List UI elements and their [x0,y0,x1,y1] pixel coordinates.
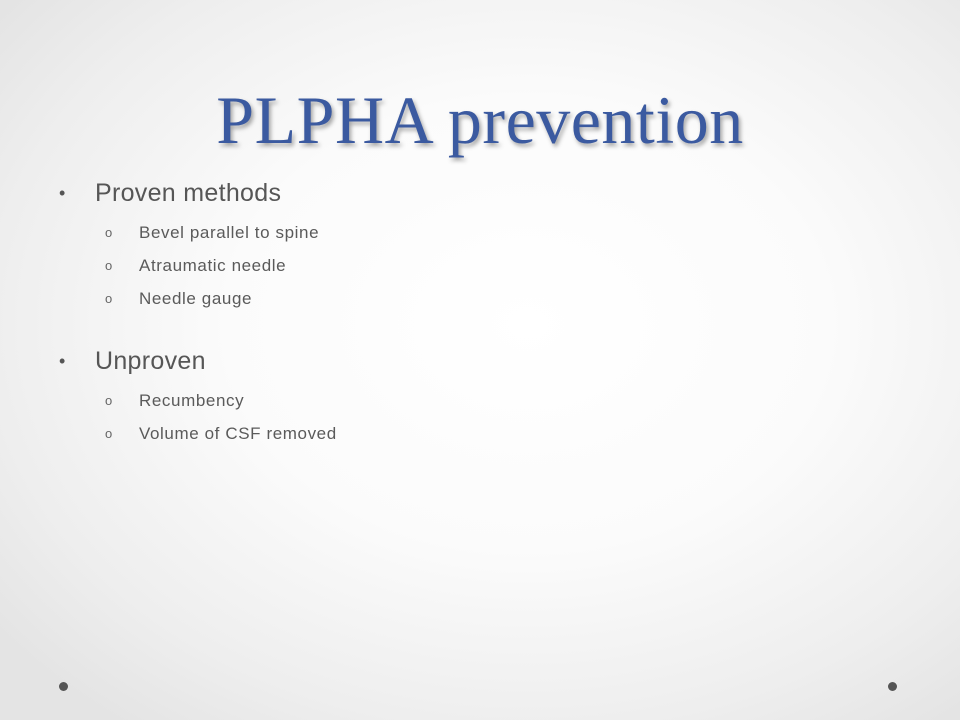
sub-list [105,216,319,315]
sub-bullet-item [105,384,337,417]
bullet-item [59,342,337,380]
sub-bullet-item [105,417,337,450]
sub-bullet-text: Recumbency [139,391,245,410]
bullet-icon: • [59,183,66,203]
sub-bullet-icon: o [105,291,113,306]
sub-bullet-item [105,282,319,315]
dot-icon [59,682,68,691]
sub-bullet-item [105,216,319,249]
sub-bullet-icon: o [105,426,113,441]
slide-title: PLPHA prevention [216,82,744,158]
sub-list [105,384,337,450]
dot-icon [888,682,897,691]
bullet-heading: Proven methods [95,179,282,207]
sub-bullet-icon: o [105,258,113,273]
section-proven-methods [59,174,319,315]
sub-bullet-text: Needle gauge [139,289,253,308]
sub-bullet-icon: o [105,225,113,240]
section-unproven [59,342,337,450]
sub-bullet-text: Atraumatic needle [139,256,287,275]
bullet-icon: • [59,351,66,371]
sub-bullet-icon: o [105,393,113,408]
bullet-item [59,174,319,212]
sub-bullet-text: Bevel parallel to spine [139,223,320,242]
bullet-heading: Unproven [95,347,206,375]
sub-bullet-item [105,249,319,282]
sub-bullet-text: Volume of CSF removed [139,424,337,443]
